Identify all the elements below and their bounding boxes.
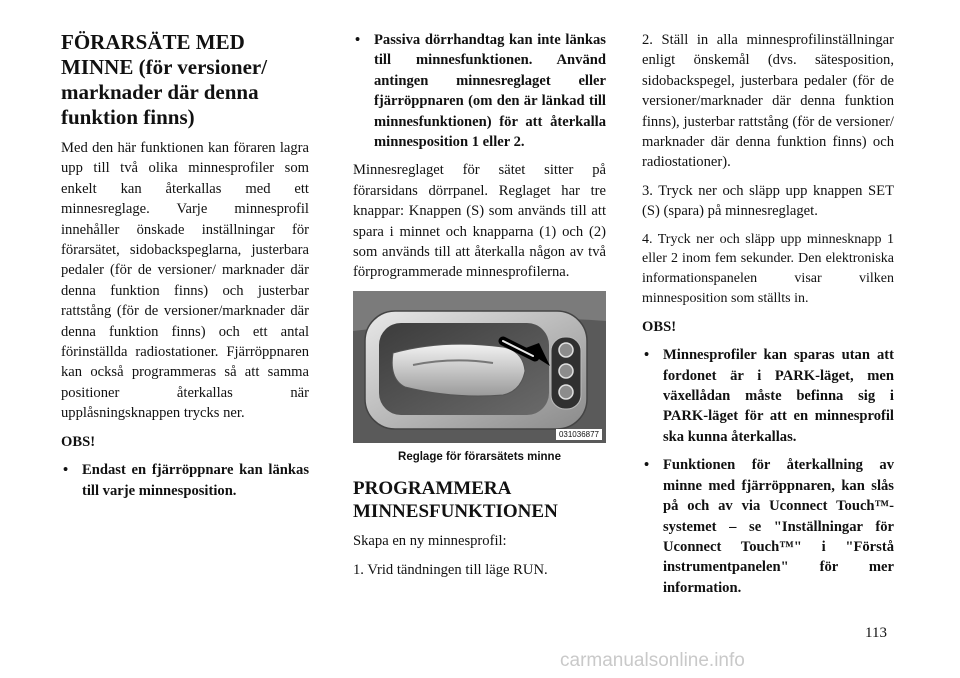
step-4: 4. Tryck ner och släpp upp minnesknapp 1 eller 2 inom fem sekunder. Den elektroniska informationspanelen visar vilken minnesposition som ställts in. [642, 231, 894, 307]
note-item-key-fob: • Endast en fjärröppnare kan länkas till varje minnesposition. [61, 460, 309, 501]
note-item-park: • Minnesprofiler kan sparas utan att fordonet är i PARK-läget, men växellådan måste befinna sig i PARK-läget för att en minnesprofil ska kunna återkallas. [642, 345, 894, 447]
memory-button-1 [559, 343, 573, 357]
note-label: OBS! [61, 433, 96, 450]
memory-set-button [559, 385, 573, 399]
memory-switch-figure [353, 291, 606, 443]
column-right [642, 30, 894, 606]
column-left [61, 30, 309, 509]
watermark: carmanualsonline.info [560, 650, 745, 671]
note-list-2 [642, 345, 894, 598]
section-heading-programming: PROGRAMMERA MINNESFUNKTIONEN [353, 478, 558, 523]
step-2: 2. Ställ in alla minnesprofilinställningar enligt önskemål (dvs. sätesposition, sidobackspegel, justerbara pedaler (för de versioner/marknader där denna funktion finns), justerbar rattstång (för de versioner/ marknader där denna funktion finns) och radiostationer). [642, 32, 894, 171]
note-label-2: OBS! [642, 318, 677, 335]
page-number: 113 [865, 625, 887, 641]
step-intro: Skapa en ny minnesprofil: [353, 533, 507, 550]
section-heading-memory-seat: FÖRARSÄTE MED MINNE (för versioner/ marknader där denna funktion finns) [61, 30, 268, 129]
note-item-passive-handles: • Passiva dörrhandtag kan inte länkas till minnesfunktionen. Använd antingen minnesreglaget eller fjärröppnaren (om den är länkad till minnesfunktionen) för att återkalla minnesposition 1 eller 2. [353, 30, 606, 152]
door-handle-illustration [353, 291, 606, 443]
intro-paragraph: Med den här funktionen kan föraren lagra upp till två olika minnesprofiler som enkelt kan återkallas med ett minnesreglage. Varje minnesprofil innehåller önskade inställningar för förarsätet, sidobackspeglarna, justerbara pedaler (för de versioner/ marknader där denna funktion finns) och justerbar rattstång (för de versioner/marknader där denna funktion finns) och ett antal förinställda radiostationer. Fjärröppnaren kan också programmeras så att samma positioner återkallas när upplåsningsknappen trycks ner. [61, 140, 309, 422]
switch-location-paragraph: Minnesreglaget för sätet sitter på förarsidans dörrpanel. Reglaget har tre knappar: Knappen (S) som används till att spara i minnet och knapparna (1) och (2) som används till att återkalla någon av två förprogrammerade minnesprofilerna. [353, 162, 606, 281]
note-list-continued [353, 30, 606, 152]
note-item-uconnect: • Funktionen för återkallning av minne med fjärröppnaren, kan slås på och av via Uconnect Touch™-systemet – se "Inställningar för Uconnect Touch™" i "Förstå instrumentpanelen" för mer information. [642, 455, 894, 598]
note-list [61, 460, 309, 501]
memory-button-2 [559, 364, 573, 378]
figure-caption: Reglage för förarsätets minne [398, 450, 561, 463]
figure-code: 031036877 [556, 429, 602, 440]
step-3: 3. Tryck ner och släpp upp knappen SET (S) (spara) på minnesreglaget. [642, 182, 894, 220]
step-1: 1. Vrid tändningen till läge RUN. [353, 561, 548, 578]
column-middle [353, 30, 606, 588]
